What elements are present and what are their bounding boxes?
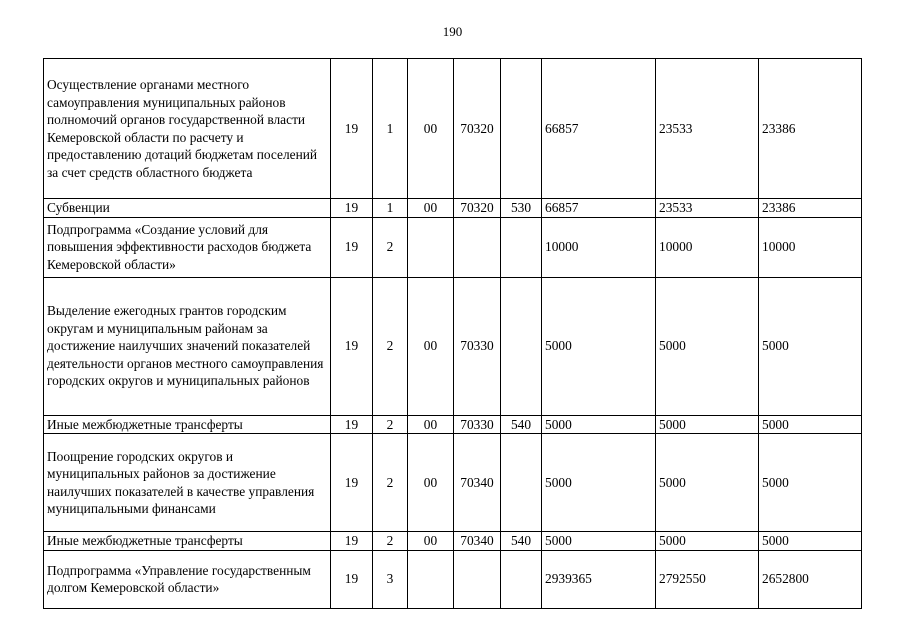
code-cell: 19 (331, 59, 373, 199)
table-row (44, 277, 862, 415)
code-cell: 530 (501, 199, 542, 218)
code-cell: 70320 (454, 199, 501, 218)
code-cell: 19 (331, 199, 373, 218)
amount-cell: 66857 (542, 59, 656, 199)
code-cell (454, 550, 501, 608)
code-cell: 1 (373, 199, 408, 218)
amount-cell: 2792550 (656, 550, 759, 608)
code-cell: 540 (501, 532, 542, 551)
amount-cell: 5000 (542, 415, 656, 434)
row-name: Поощрение городских округов и муниципальных районов за достижение наилучших показателей в качестве управления муниципальными финансами (44, 434, 331, 532)
code-cell (501, 434, 542, 532)
table-row (44, 199, 862, 218)
code-cell: 19 (331, 277, 373, 415)
code-cell: 19 (331, 532, 373, 551)
code-cell: 19 (331, 550, 373, 608)
code-cell: 1 (373, 59, 408, 199)
code-cell: 70340 (454, 532, 501, 551)
amount-cell: 10000 (759, 217, 862, 277)
amount-cell: 23386 (759, 199, 862, 218)
amount-cell: 23386 (759, 59, 862, 199)
amount-cell: 5000 (656, 277, 759, 415)
code-cell (501, 217, 542, 277)
code-cell: 70320 (454, 59, 501, 199)
amount-cell: 5000 (759, 532, 862, 551)
code-cell (501, 550, 542, 608)
amount-cell: 5000 (542, 434, 656, 532)
code-cell: 19 (331, 434, 373, 532)
code-cell: 00 (408, 532, 454, 551)
amount-cell: 66857 (542, 199, 656, 218)
code-cell: 19 (331, 415, 373, 434)
code-cell: 540 (501, 415, 542, 434)
amount-cell: 10000 (656, 217, 759, 277)
code-cell (408, 550, 454, 608)
row-name: Иные межбюджетные трансферты (44, 532, 331, 551)
code-cell: 70330 (454, 277, 501, 415)
amount-cell: 10000 (542, 217, 656, 277)
amount-cell: 5000 (759, 277, 862, 415)
amount-cell: 2652800 (759, 550, 862, 608)
row-name: Осуществление органами местного самоуправления муниципальных районов полномочий органов государственной власти Кемеровской области по расчету и предоставлению дотаций бюджетам поселений за счет средств областного бюджета (44, 59, 331, 199)
amount-cell: 5000 (542, 532, 656, 551)
amount-cell: 23533 (656, 199, 759, 218)
amount-cell: 5000 (542, 277, 656, 415)
budget-table (43, 58, 862, 609)
page-number: 190 (442, 24, 463, 39)
table-row (44, 217, 862, 277)
table-row (44, 59, 862, 199)
code-cell (408, 217, 454, 277)
row-name: Подпрограмма «Создание условий для повышения эффективности расходов бюджета Кемеровской области» (44, 217, 331, 277)
code-cell: 00 (408, 277, 454, 415)
code-cell: 00 (408, 199, 454, 218)
code-cell: 00 (408, 59, 454, 199)
table-row (44, 415, 862, 434)
code-cell: 19 (331, 217, 373, 277)
code-cell (501, 277, 542, 415)
amount-cell: 5000 (656, 415, 759, 434)
row-name: Субвенции (44, 199, 331, 218)
code-cell: 2 (373, 277, 408, 415)
table-row (44, 550, 862, 608)
code-cell: 2 (373, 415, 408, 434)
amount-cell: 23533 (656, 59, 759, 199)
code-cell: 70330 (454, 415, 501, 434)
row-name: Иные межбюджетные трансферты (44, 415, 331, 434)
code-cell: 00 (408, 415, 454, 434)
code-cell: 2 (373, 434, 408, 532)
code-cell (501, 59, 542, 199)
code-cell: 00 (408, 434, 454, 532)
row-name: Подпрограмма «Управление государственным долгом Кемеровской области» (44, 550, 331, 608)
amount-cell: 5000 (656, 532, 759, 551)
table-row (44, 532, 862, 551)
table-row (44, 434, 862, 532)
code-cell: 3 (373, 550, 408, 608)
code-cell: 70340 (454, 434, 501, 532)
code-cell (454, 217, 501, 277)
amount-cell: 5000 (759, 434, 862, 532)
code-cell: 2 (373, 532, 408, 551)
amount-cell: 5000 (656, 434, 759, 532)
amount-cell: 2939365 (542, 550, 656, 608)
code-cell: 2 (373, 217, 408, 277)
amount-cell: 5000 (759, 415, 862, 434)
row-name: Выделение ежегодных грантов городским округам и муниципальным районам за достижение наилучших значений показателей деятельности органов местного самоуправления городских округов и муниципальных районов (44, 277, 331, 415)
